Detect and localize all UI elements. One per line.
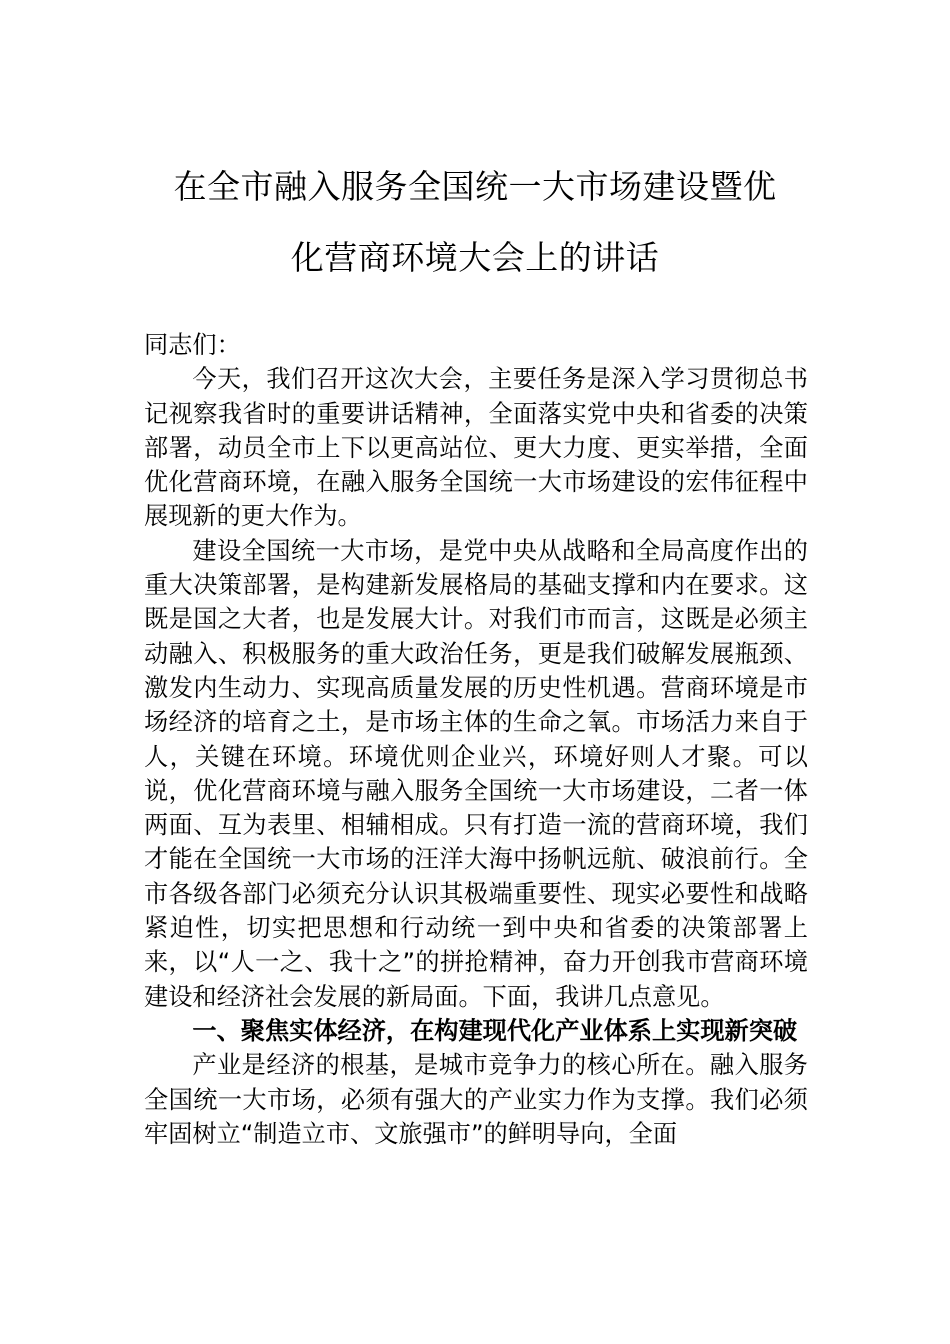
salutation: 同志们： [144, 331, 241, 359]
paragraph-industry: 产业是经济的根基，是城市竞争力的核心所在。融入服务全国统一大市场，必须有强大的产业实力作为支撑。我们必须牢固树立“制造立市、文旅强市”的鲜明导向，全面 [144, 1051, 808, 1148]
paragraph-unified-market: 建设全国统一大市场，是党中央从战略和全局高度作出的重大决策部署，是构建新发展格局的基础支撑和内在要求。这既是国之大者，也是发展大计。对我们市而言，这既是必须主动融入、积极服务的重大政治任务，更是我们破解发展瓶颈、激发内生动力、实现高质量发展的历史性机遇。营商环境是市场经济的培育之土，是市场主体的生命之氧。市场活力来自于人，关键在环境。环境优则企业兴，环境好则人才聚。可以说，优化营商环境与融入服务全国统一大市场建设，二者一体两面、互为表里、相辅相成。只有打造一流的营商环境，我们才能在全国统一大市场的汪洋大海中扬帆远航、破浪前行。全市各级各部门必须充分认识其极端重要性、现实必要性和战略紧迫性，切实把思想和行动统一到中央和省委的决策部署上来，以“人一之、我十之”的拼抢精神，奋力开创我市营商环境建设和经济社会发展的新局面。下面，我讲几点意见。 [144, 536, 808, 1011]
section-heading-1: 一、聚焦实体经济，在构建现代化产业体系上实现新突破 [192, 1016, 798, 1045]
document-body [144, 328, 808, 1151]
paragraph-intro: 今天，我们召开这次大会，主要任务是深入学习贯彻总书记视察我省时的重要讲话精神，全面落实党中央和省委的决策部署，动员全市上下以更高站位、更大力度、更实举措，全面优化营商环境，在融入服务全国统一大市场建设的宏伟征程中展现新的更大作为。 [144, 365, 808, 531]
document-title-line-1: 在全市融入服务全国统一大市场建设暨优 [173, 167, 777, 206]
document-title-line-2: 化营商环境大会上的讲话 [290, 238, 660, 277]
